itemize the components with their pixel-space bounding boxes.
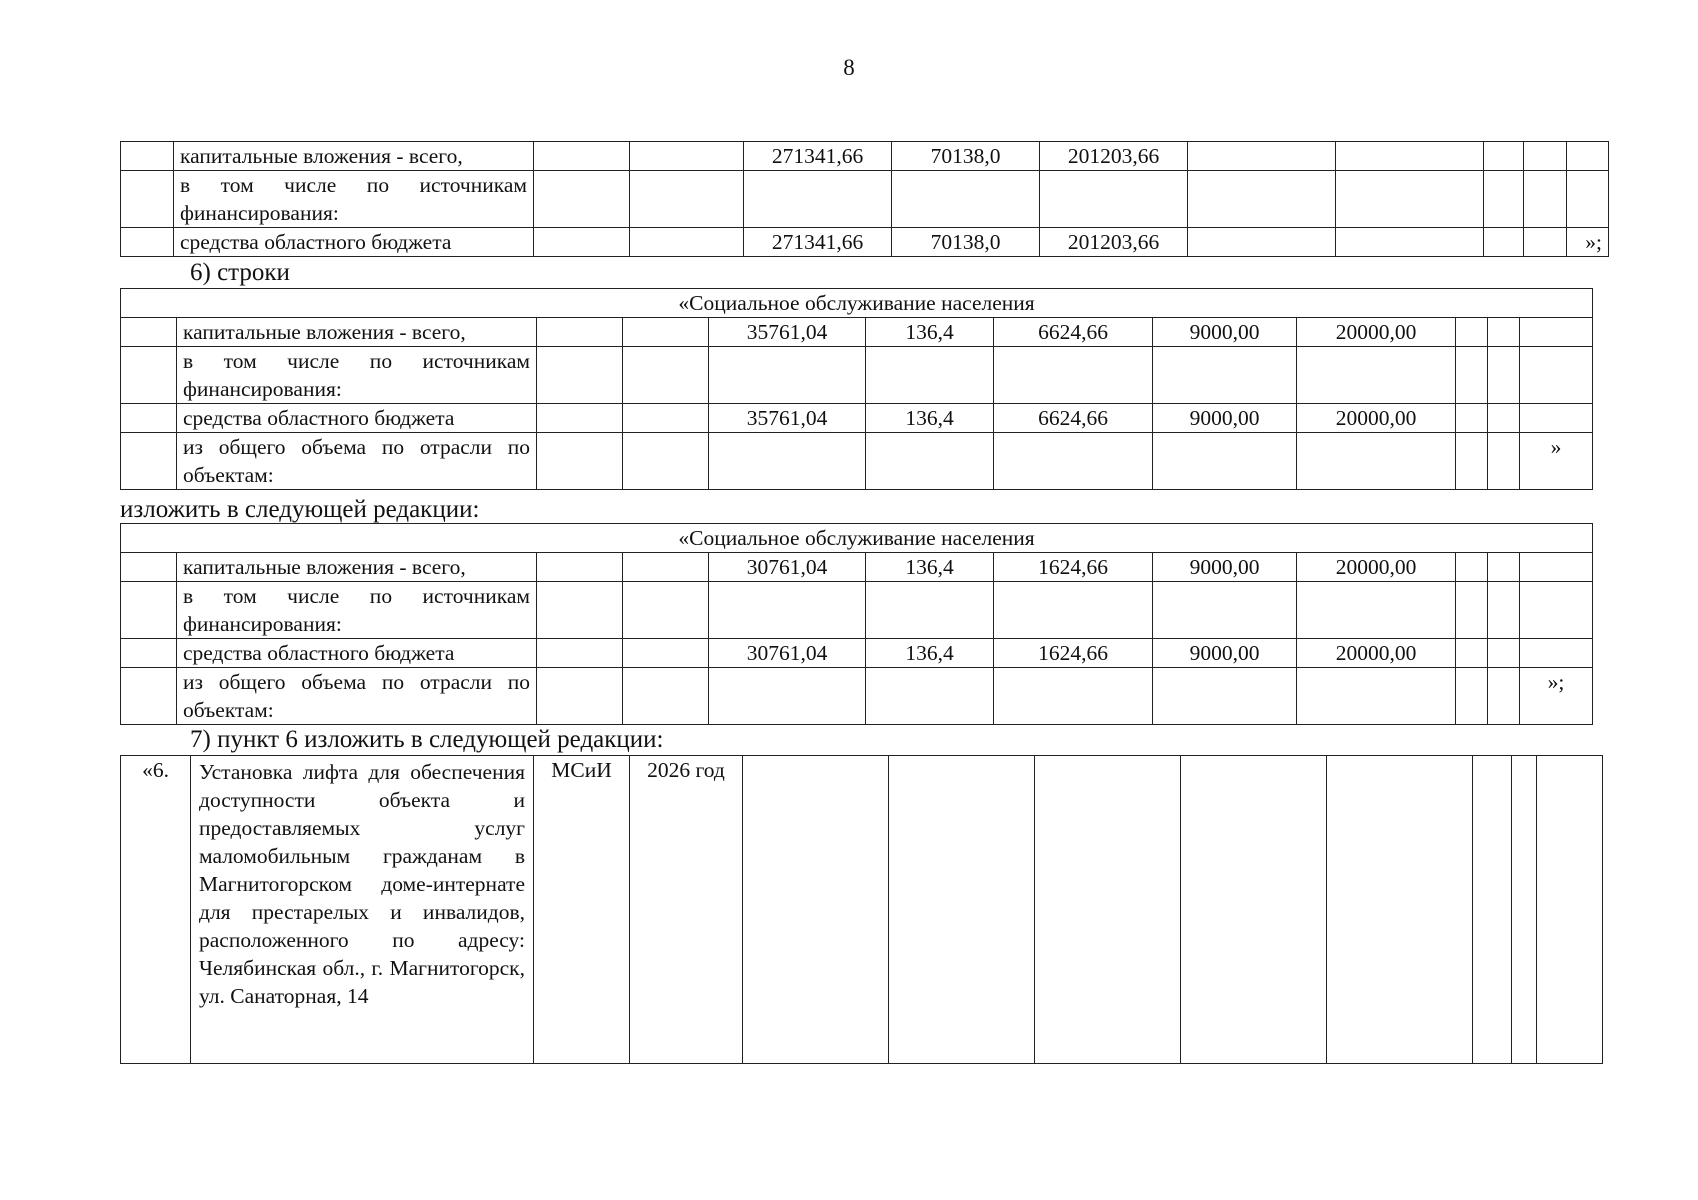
value-cell: 20000,00 xyxy=(1297,639,1456,668)
value-cell: 9000,00 xyxy=(1153,404,1297,433)
value-cell: 271341,66 xyxy=(744,142,892,171)
table-capital-investments-prev xyxy=(120,141,1609,257)
section-header: «Социальное обслуживание населения xyxy=(121,524,1593,553)
value-cell: 1624,66 xyxy=(994,553,1153,582)
caption-item-7: 7) пункт 6 изложить в следующей редакции: xyxy=(190,726,664,753)
section-header: «Социальное обслуживание населения xyxy=(121,289,1593,318)
table-row xyxy=(121,404,1593,433)
value-cell: 9000,00 xyxy=(1153,318,1297,347)
item-year: 2026 год xyxy=(630,756,743,1064)
row-label: из общего объема по отрасли по объектам: xyxy=(177,668,537,725)
value-cell: 35761,04 xyxy=(709,404,866,433)
table-item-6 xyxy=(120,755,1603,1064)
value-cell: 1624,66 xyxy=(994,639,1153,668)
table-row xyxy=(121,171,1609,228)
value-cell: 20000,00 xyxy=(1297,318,1456,347)
table-row xyxy=(121,228,1609,257)
row-label: капитальные вложения - всего, xyxy=(177,318,537,347)
closing-quote: »; xyxy=(1567,228,1609,257)
table-row xyxy=(121,433,1593,490)
value-cell: 136,4 xyxy=(866,404,994,433)
caption-item-6: 6) строки xyxy=(190,259,290,286)
value-cell: 30761,04 xyxy=(709,553,866,582)
row-label: средства областного бюджета xyxy=(174,228,534,257)
value-cell: 136,4 xyxy=(866,553,994,582)
item-organization: МСиИ xyxy=(534,756,630,1064)
row-label: средства областного бюджета xyxy=(177,404,537,433)
value-cell: 136,4 xyxy=(866,639,994,668)
table-row xyxy=(121,524,1593,553)
value-cell: 201203,66 xyxy=(1040,142,1188,171)
row-label: средства областного бюджета xyxy=(177,639,537,668)
value-cell: 30761,04 xyxy=(709,639,866,668)
value-cell: 9000,00 xyxy=(1153,639,1297,668)
value-cell: 20000,00 xyxy=(1297,404,1456,433)
value-cell: 35761,04 xyxy=(709,318,866,347)
value-cell: 6624,66 xyxy=(994,404,1153,433)
table-row xyxy=(121,582,1593,639)
value-cell: 9000,00 xyxy=(1153,553,1297,582)
row-label: из общего объема по отрасли по объектам: xyxy=(177,433,537,490)
row-label: капитальные вложения - всего, xyxy=(174,142,534,171)
row-label: в том числе по источникам финансирования: xyxy=(177,582,537,639)
value-cell: 201203,66 xyxy=(1040,228,1188,257)
table-row xyxy=(121,347,1593,404)
value-cell: 70138,0 xyxy=(892,142,1040,171)
caption-new-edition: изложить в следующей редакции: xyxy=(120,496,480,523)
item-description: Установка лифта для обеспечения доступности объекта и предоставляемых услуг маломобильным гражданам в Магнитогорском доме-интернате для престарелых и инвалидов, расположенного по адресу: Челябинская обл., г. Магнитогорск, ул. Санаторная, 14 xyxy=(191,756,534,1064)
item-number: «6. xyxy=(121,756,191,1064)
value-cell: 136,4 xyxy=(866,318,994,347)
page-number: 8 xyxy=(843,55,855,80)
table-social-services-new xyxy=(120,523,1593,725)
closing-quote: » xyxy=(1520,433,1593,490)
table-row xyxy=(121,639,1593,668)
table-row xyxy=(121,756,1603,1064)
table-row xyxy=(121,668,1593,725)
value-cell: 6624,66 xyxy=(994,318,1153,347)
row-label: в том числе по источникам финансирования: xyxy=(177,347,537,404)
table-row xyxy=(121,289,1593,318)
row-label: капитальные вложения - всего, xyxy=(177,553,537,582)
table-row xyxy=(121,318,1593,347)
value-cell: 70138,0 xyxy=(892,228,1040,257)
table-row xyxy=(121,553,1593,582)
table-row xyxy=(121,142,1609,171)
table-social-services-old xyxy=(120,288,1593,490)
closing-quote: »; xyxy=(1520,668,1593,725)
value-cell: 271341,66 xyxy=(744,228,892,257)
value-cell: 20000,00 xyxy=(1297,553,1456,582)
row-label: в том числе по источникам финансирования: xyxy=(174,171,534,228)
